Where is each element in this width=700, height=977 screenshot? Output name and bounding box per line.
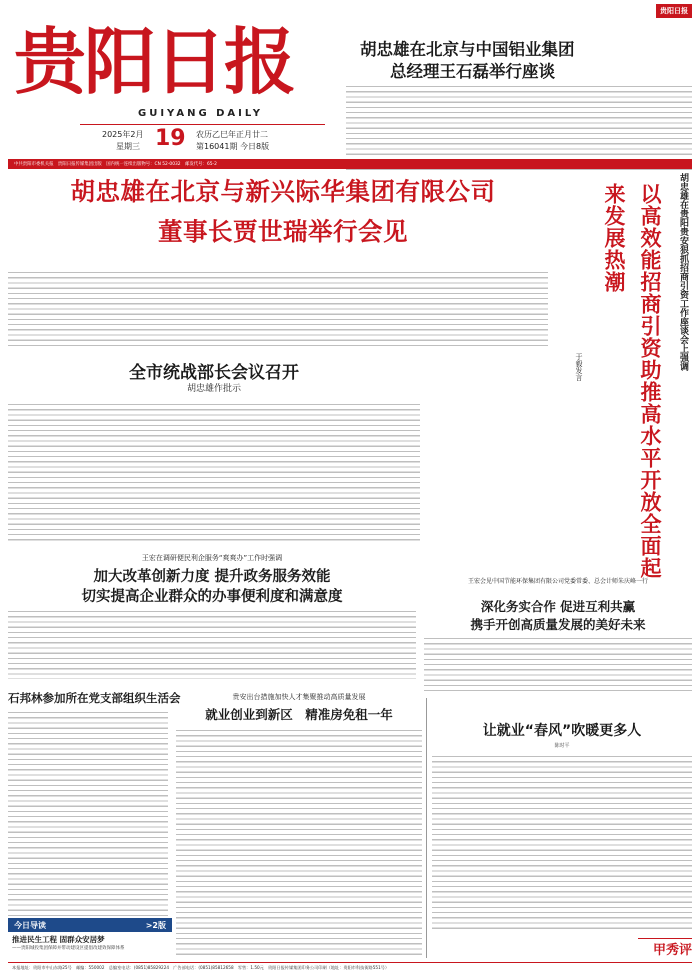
masthead	[10, 8, 330, 158]
article-reform-title-1: 加大改革创新力度 提升政务服务效能	[93, 569, 331, 585]
today-box[interactable]	[8, 918, 172, 962]
article-spring-body	[432, 754, 692, 930]
lead-main-title-2: 董事长贾世瑞举行会见	[158, 217, 408, 246]
article-reform	[8, 553, 416, 683]
article-provincial-kicker: 王宏会见中国节能环保集团有限公司党委常委、总会计师朱庆峰一行	[467, 578, 648, 585]
article-provincial-title-1: 深化务实合作 促进互利共赢	[480, 599, 636, 614]
today-box-label: 今日导读	[14, 920, 46, 930]
masthead-issue: 第16041期 今日8版	[196, 142, 270, 151]
article-spring	[432, 700, 692, 962]
masthead-logo: 贵阳日报	[14, 19, 295, 104]
article-reform-kicker: 王宏在调研便民利企服务“爽爽办”工作时强调	[141, 554, 283, 562]
article-provincial-title-2: 携手开创高质量发展的美好未来	[470, 617, 646, 632]
article-jobs	[176, 692, 422, 962]
masthead-bar	[8, 159, 692, 169]
article-spring-column-badge	[638, 938, 692, 958]
today-box-page: >2版	[145, 920, 166, 930]
masthead-day: 19	[155, 126, 186, 151]
article-jobs-title: 就业创业到新区 精准房免租一年	[205, 707, 393, 722]
masthead-lunar: 农历乙巳年正月廿二	[196, 130, 268, 139]
article-provincial	[424, 578, 692, 693]
masthead-weekday: 星期三	[116, 142, 140, 151]
masthead-date: 2025年2月	[102, 130, 144, 139]
lead-main	[8, 173, 558, 265]
article-jobs-body	[176, 728, 422, 958]
masthead-english: GUIYANG DAILY	[138, 108, 263, 119]
article-spring-title: 让就业“春风”吹暖更多人	[482, 723, 642, 739]
article-party	[8, 358, 420, 548]
masthead-rule	[80, 124, 325, 125]
right-col-headline: 以高效能招商引资助推高水平开放全面起来发展热潮	[602, 183, 662, 579]
article-reform-body	[8, 609, 416, 679]
article-stone	[8, 690, 181, 918]
right-col-author: 于毅发言	[575, 353, 583, 381]
today-box-line2: ——贵阳城投集团保障并带动建设区提倡改建效保障体系	[12, 946, 125, 951]
right-col-byline: 胡忠雄在贵阳贵安狠抓招商引资工作座谈会上强调	[678, 173, 688, 371]
article-spring-column: 甲秀评	[652, 943, 692, 958]
lead-main-title-1: 胡忠雄在北京与新兴际华集团有限公司	[70, 177, 496, 206]
lead-top-box	[346, 6, 692, 160]
article-stone-body	[8, 710, 168, 918]
article-spring-author: 陈时平	[554, 743, 570, 749]
footer-text: 本报地址：贵阳市中山东路25号 邮编：550002 总编室电话：(0851)85829224 广告部电话：(0851)85812658 零售：1.50元 贵阳日报传媒集团印务公司印刷（地址：贵阳市科技街路551号）	[12, 965, 390, 970]
right-column	[558, 173, 692, 579]
masthead-bar-text: 中共贵阳市委机关报 贵阳日报传媒集团出版 国内统一连续出版物号：CN 52-0032 邮发代号：65-2	[14, 162, 217, 167]
lead-top-body	[346, 84, 692, 170]
lead-top-title: 胡忠雄在北京与中国铝业集团	[360, 40, 575, 59]
article-stone-title: 石邦林参加所在党支部组织生活会	[8, 691, 181, 705]
article-party-title: 全市统战部长会议召开	[129, 363, 299, 383]
column-divider	[426, 698, 427, 958]
footer	[8, 962, 692, 973]
today-box-line1: 推进民生工程 固群众安居梦	[12, 935, 105, 944]
header-logo: 贵阳日报	[656, 4, 692, 18]
article-provincial-body	[424, 636, 692, 692]
article-reform-title-2: 切实提高企业群众的办事便利度和满意度	[81, 589, 343, 605]
article-jobs-kicker: 贵安出台措施加快人才集聚推动高质量发展	[232, 693, 366, 701]
lead-top-subtitle: 总经理王石磊举行座谈	[390, 62, 555, 81]
article-party-body	[8, 402, 420, 542]
lead-main-body	[8, 270, 548, 350]
today-box-header	[8, 918, 172, 932]
article-party-subtitle: 胡忠雄作批示	[186, 384, 241, 394]
